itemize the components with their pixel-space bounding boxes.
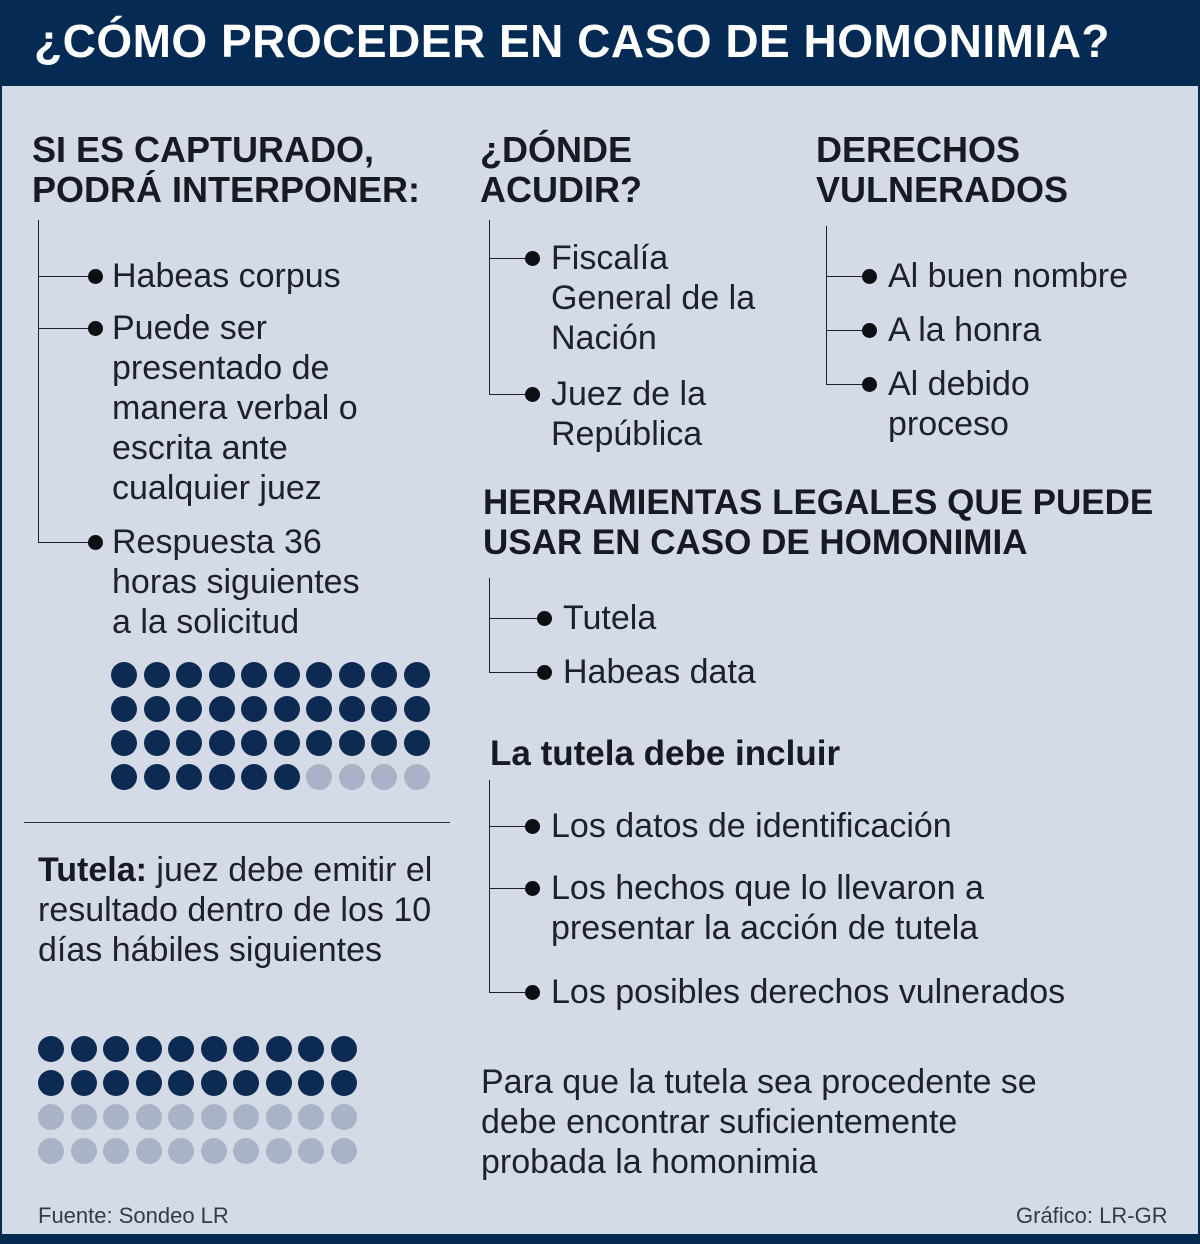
tutela-note: [38, 850, 438, 970]
page-title: ¿CÓMO PROCEDER EN CASO DE HOMONIMIA?: [34, 15, 1111, 67]
filled-dot: [233, 1070, 259, 1096]
filled-dot: [404, 730, 430, 756]
closing-note: Para que la tutela sea procedente se debe encontrar suficientemente probada la homonimia: [481, 1063, 1037, 1181]
empty-dot: [298, 1104, 324, 1130]
empty-dot: [331, 1138, 357, 1164]
captured-tree-line: [38, 220, 39, 542]
captured-item-text: Respuesta 36 horas siguientes a la solicitud: [112, 523, 360, 641]
bullet-dot: [862, 377, 877, 392]
rights-tree-line: [826, 226, 827, 384]
filled-dot: [331, 1036, 357, 1062]
filled-dot: [274, 730, 300, 756]
tools-tree-line: [489, 578, 490, 672]
filled-dot: [144, 730, 170, 756]
branch-line: [489, 618, 543, 619]
filled-dot: [331, 1070, 357, 1096]
filled-dot: [339, 696, 365, 722]
filled-dot: [306, 730, 332, 756]
where-list: [489, 220, 789, 470]
filled-dot: [201, 1070, 227, 1096]
filled-dot: [168, 1036, 194, 1062]
tutela-include-title: La tutela debe incluir: [490, 734, 841, 773]
filled-dot: [103, 1036, 129, 1062]
branch-line: [38, 276, 94, 277]
where-item-text: Fiscalía General de la Nación: [551, 239, 756, 357]
tutela-note-text: juez debe emitir el resultado dentro de los 10 días hábiles siguientes: [38, 851, 433, 969]
bullet-dot: [525, 387, 540, 402]
filled-dot: [371, 730, 397, 756]
filled-dot: [176, 662, 202, 688]
tools-list: [489, 578, 889, 698]
bullet-dot: [862, 269, 877, 284]
filled-dot: [111, 730, 137, 756]
bullet-dot: [525, 251, 540, 266]
bullet-dot: [537, 611, 552, 626]
empty-dot: [331, 1104, 357, 1130]
filled-dot: [144, 696, 170, 722]
empty-dot: [201, 1138, 227, 1164]
empty-dot: [38, 1104, 64, 1130]
empty-dot: [266, 1104, 292, 1130]
filled-dot: [209, 662, 235, 688]
empty-dot: [71, 1104, 97, 1130]
empty-dot: [201, 1104, 227, 1130]
filled-dot: [209, 730, 235, 756]
filled-dot: [176, 764, 202, 790]
branch-line: [489, 672, 543, 673]
filled-dot: [144, 764, 170, 790]
filled-dot: [306, 662, 332, 688]
empty-dot: [168, 1104, 194, 1130]
empty-dot: [233, 1138, 259, 1164]
empty-dot: [339, 764, 365, 790]
filled-dot: [339, 662, 365, 688]
filled-dot: [241, 662, 267, 688]
filled-dot: [241, 764, 267, 790]
captured-title: SI ES CAPTURADO, PODRÁ INTERPONER:: [32, 129, 421, 210]
captured-dot-grid: [111, 662, 430, 790]
empty-dot: [168, 1138, 194, 1164]
filled-dot: [168, 1070, 194, 1096]
where-title: ¿DÓNDE ACUDIR?: [480, 129, 642, 210]
filled-dot: [103, 1070, 129, 1096]
empty-dot: [298, 1138, 324, 1164]
empty-dot: [103, 1104, 129, 1130]
rights-title: DERECHOS VULNERADOS: [816, 129, 1069, 210]
bullet-dot: [525, 881, 540, 896]
captured-list: [38, 220, 458, 650]
filled-dot: [266, 1070, 292, 1096]
filled-dot: [371, 696, 397, 722]
empty-dot: [71, 1138, 97, 1164]
tutela-include-tree-line: [489, 780, 490, 992]
empty-dot: [38, 1138, 64, 1164]
tools-item-text: Habeas data: [563, 653, 756, 691]
filled-dot: [298, 1070, 324, 1096]
filled-dot: [241, 696, 267, 722]
filled-dot: [233, 1036, 259, 1062]
header-bar: [2, 0, 1200, 86]
footer-bar: [2, 1234, 1200, 1244]
where-tree-line: [489, 220, 490, 394]
rights-item-text: Al buen nombre: [888, 257, 1129, 295]
filled-dot: [306, 696, 332, 722]
filled-dot: [404, 662, 430, 688]
rights-list: [826, 226, 1186, 456]
credit-note: Gráfico: LR-GR: [1016, 1203, 1168, 1228]
tools-title: HERRAMIENTAS LEGALES QUE PUEDE USAR EN CASO DE HOMONIMIA: [483, 483, 1154, 562]
filled-dot: [201, 1036, 227, 1062]
filled-dot: [274, 764, 300, 790]
tutela-dot-grid: [38, 1036, 357, 1164]
filled-dot: [144, 662, 170, 688]
bullet-dot: [88, 269, 103, 284]
empty-dot: [371, 764, 397, 790]
tutela-include-item-text: Los posibles derechos vulnerados: [551, 973, 1066, 1011]
empty-dot: [233, 1104, 259, 1130]
filled-dot: [209, 764, 235, 790]
bullet-dot: [88, 535, 103, 550]
filled-dot: [176, 696, 202, 722]
filled-dot: [71, 1070, 97, 1096]
filled-dot: [404, 696, 430, 722]
filled-dot: [38, 1070, 64, 1096]
where-item-text: Juez de la República: [551, 375, 706, 453]
filled-dot: [266, 1036, 292, 1062]
section-divider: [24, 822, 450, 823]
filled-dot: [136, 1036, 162, 1062]
captured-item-text: Puede ser presentado de manera verbal o escrita ante cualquier juez: [112, 309, 358, 507]
tools-item-text: Tutela: [563, 599, 657, 637]
source-note: Fuente: Sondeo LR: [38, 1203, 229, 1228]
filled-dot: [38, 1036, 64, 1062]
tutela-include-item-text: Los datos de identificación: [551, 807, 952, 845]
empty-dot: [266, 1138, 292, 1164]
filled-dot: [111, 696, 137, 722]
tutela-include-list: [489, 780, 1129, 1020]
empty-dot: [136, 1138, 162, 1164]
bullet-dot: [537, 665, 552, 680]
bullet-dot: [862, 323, 877, 338]
branch-line: [38, 328, 94, 329]
empty-dot: [103, 1138, 129, 1164]
empty-dot: [306, 764, 332, 790]
filled-dot: [111, 764, 137, 790]
filled-dot: [71, 1036, 97, 1062]
filled-dot: [371, 662, 397, 688]
filled-dot: [274, 696, 300, 722]
filled-dot: [298, 1036, 324, 1062]
bullet-dot: [525, 819, 540, 834]
filled-dot: [136, 1070, 162, 1096]
tutela-note-label: Tutela:: [38, 851, 147, 889]
empty-dot: [404, 764, 430, 790]
filled-dot: [209, 696, 235, 722]
empty-dot: [136, 1104, 162, 1130]
filled-dot: [274, 662, 300, 688]
rights-item-text: Al debido proceso: [888, 365, 1030, 443]
bullet-dot: [88, 321, 103, 336]
filled-dot: [111, 662, 137, 688]
branch-line: [38, 542, 94, 543]
tutela-include-item-text: Los hechos que lo llevaron a presentar la acción de tutela: [551, 869, 984, 947]
rights-item-text: A la honra: [888, 311, 1042, 349]
filled-dot: [339, 730, 365, 756]
filled-dot: [176, 730, 202, 756]
captured-item-text: Habeas corpus: [112, 257, 341, 295]
filled-dot: [241, 730, 267, 756]
bullet-dot: [525, 985, 540, 1000]
